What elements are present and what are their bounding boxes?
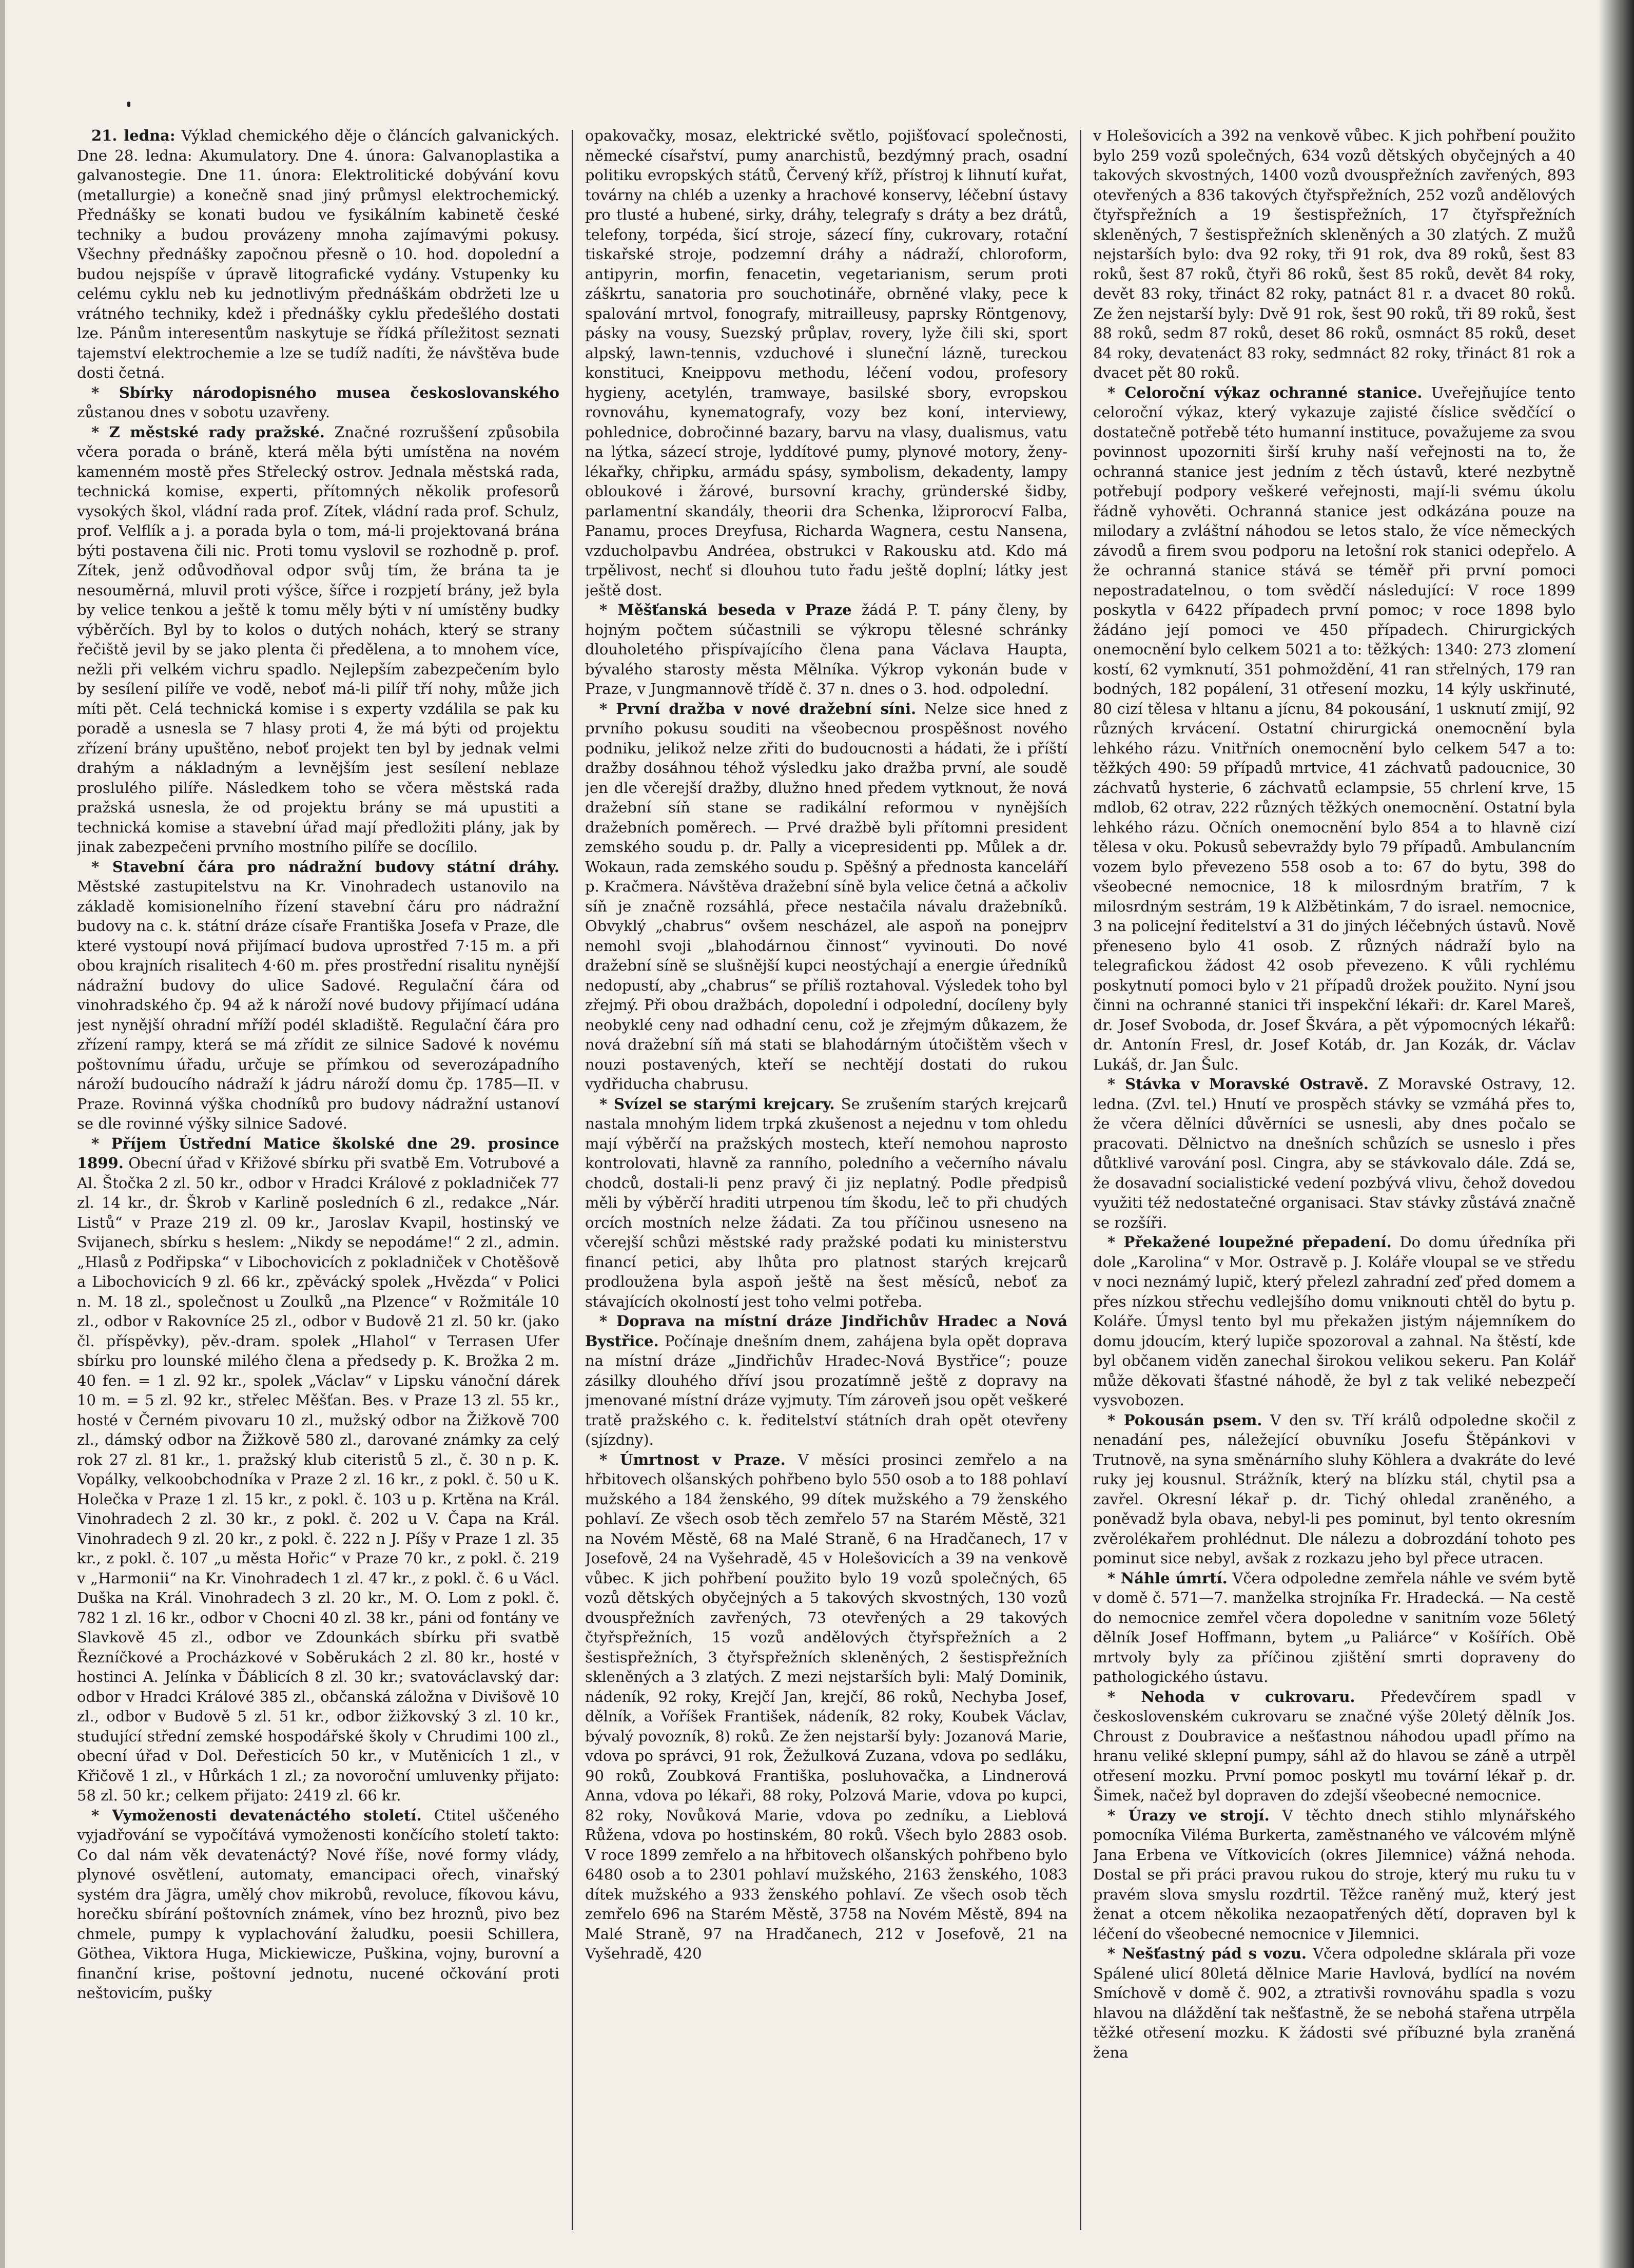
article-paragraph bbox=[585, 1094, 1067, 1312]
article-heading: * Překažené loupežné přepadení. bbox=[1107, 1233, 1392, 1251]
article-text: Předevčírem spadl v československém cukrovaru se značné výše 20letý dělník Jos. Chroust z Doubravice a nešťastnou náhodou upadl přímo na hranu veliké sklepní pumpy, sáhl až do hlavou se záně a utrpěl otřesení mozku. První pomoc poskytl mu tovární lékař p. dr. Šimek, načež byl dopraven do zdejší všeobecné nemocnice. bbox=[1093, 1688, 1575, 1804]
article-heading: 21. ledna: bbox=[91, 127, 176, 144]
scan-edge-shadow bbox=[1598, 0, 1634, 2268]
article-text: Včera odpoledne zemřela náhle ve svém bytě v domě č. 571—7. manželka strojníka Fr. Hradecká. — Na cestě do nemocnice zemřel včera dopoledne v sanitním voze 56letý dělník Josef Hoffmann, bytem „u Paliárce“ v Košířích. Obě mrtvoly byly za příčinou zjištění smrti dopraveny do pathologického ústavu. bbox=[1093, 1569, 1575, 1685]
column-divider-2 bbox=[1080, 130, 1081, 2230]
article-text: Uveřejňujíce tento celoroční výkaz, který vykazuje zajisté číslice svědčící o dostatečně potřebě této humanní instituce, považujeme za svou povinnost upozorniti širší kruhy naší veřejnosti na to, že ochranná stanice jest jedním z těch ústavů, které nezbytně potřebují podpory veškeré veřejnosti, mají-li svému úkolu řádně vyhověti. Ochranná stanice jest odkázána pouze na milodary a zvláštní náhodou se letos stalo, že více německých závodů a firem svou podporu na letošní rok stanici odepřelo. A že ochranná stanice stává se téměř při první pomoci nepostradatelnou, o tom svědčí následující: V roce 1899 poskytla v 6422 případech první pomoc; v roce 1898 bylo žádáno její pomoci ve 450 případech. Chirurgických onemocnění bylo celkem 5021 a to: těžkých: 1340: 273 zlomení kostí, 62 vymknutí, 351 pohmoždění, 41 ran střelných, 179 ran bodných, 182 popálení, 31 otřesení mozku, 14 kýly uskřinuté, 80 cizí tělesa v hltanu a jícnu, 84 pokousání, 1 usknutí zmijí, 92 různých krvácení. Ostatní chirurgická onemocnění byla lehkého rázu. Vnitřních onemocnění bylo celkem 547 a to: těžkých 490: 59 případů mrtvice, 41 záchvatů padoucnice, 30 záchvatů hysterie, 6 záchvatů eclampsie, 55 chrlení krve, 15 mdlob, 62 otrav, 222 různých těžkých onemocnění. Ostatní byla lehkého rázu. Očních onemocnění bylo 854 a to hlavně cizí tělesa v oku. Pokusů sebevraždy bylo 79 případů. Ambulancním vozem bylo převezeno 558 osob a to: 67 do bytu, 398 do všeobecné nemocnice, 18 k milosrdným bratřím, 7 k milosrdným sestrám, 19 k Alžbětinkám, 7 do israel. nemocnice, 3 na policejní ředitelství a 31 do jiných léčebných ústavů. Nově přeneseno bylo 41 osob. Z různých nádraží bylo na telegrafickou žádost 42 osob převezeno. K vůli rychlému poskytnutí pomoci bylo v 21 případů drožek použito. Nyní jsou činni na ochranné stanici tři inspekční lékaři: dr. Karel Mareš, dr. Josef Svoboda, dr. Josef Škvára, a pět výpomocných lékařů: dr. Antonín Fresl, dr. Josef Kotáb, dr. Jan Kozák, dr. Václav Lukáš, dr. Jan Šulc. bbox=[1093, 383, 1575, 1073]
article-text: opakovačky, mosaz, elektrické světlo, pojišťovací společnosti, německé císařství, pumy anarchistů, bezdýmný prach, osadní politiku evropských států, Červený kříž, přístroj k lihnutí kuřat, továrny na chléb a uzenky a hrachové konservy, léčební ústavy pro tlusté a hubené, sirky, dráhy, telegrafy s dráty a bez drátů, telefony, torpéda, šicí stroje, sázecí fíny, cukrovary, rotační tiskařské stroje, podzemní dráhy a nádraží, chloroform, antipyrin, morfin, fenacetin, vegetarianism, serum proti záškrtu, sanatoria pro souchotináře, obrněné vlaky, pece k spalování mrtvol, fonografy, mitrailleusy, paprsky Röntgenovy, pásky na vousy, Suezský průplav, rovery, lyže čili ski, sport alpský, lawn-tennis, vzduchové i sluneční lázně, tureckou konstituci, Kneippovu methodu, léčení vodou, profesory hygieny, acetylén, tramwaye, basilské sbory, evropskou rovnováhu, kynematografy, vozy bez koní, interviewy, pohlednice, dobročinné bazary, barvu na vlasy, dualismus, vatu na lýtka, sázecí stroje, lyddítové pumy, plynové motory, ženy-lékařky, chřipku, armádu spásy, symbolism, dekadenty, lampy obloukové i žárové, bursovní krachy, gründerské šidby, parlamentní skandály, theorii dra Schenka, lžiprorocví Falba, Panamu, proces Dreyfusa, Richarda Wagnera, cestu Nansena, vzducholpavbu Andréea, obstrukci v Rakousku atd. Kdo má trpělivost, nechť si dlouhou tuto řadu ještě doplní; látky jest ještě dost. bbox=[585, 127, 1067, 599]
article-text: Výklad chemického děje o článcích galvanických. Dne 28. ledna: Akumulatory. Dne 4. února: Galvanoplastika a galvanostegie. Dne 11. února: Elektrolitické dobývání kovu (metallurgie) a konečně snad jiný průmysl elektrochemický. Přednášky se konati budou ve fysikálním kabinetě české techniky a budou provázeny mnoha zajímavými pokusy. Všechny přednášky započnou přesně o 10. hod. dopolední a budou nejspíše v úpravě litografické vydány. Vstupenky ku celému cyklu neb ku jednotlivým přednáškám obdržeti lze u vrátného techniky, kdež i přednášky cyklu předešlého dostati lze. Pánům interesentům naskytuje se řídká příležitost seznati tajemství elektrochemie a lze se tudíž nadíti, že návštěva bude dosti četná. bbox=[77, 127, 559, 381]
article-text: V těchto dnech stihlo mlynářského pomocníka Viléma Burkerta, zaměstnaného ve válcovém mlýně Jana Erbena ve Vítkovicích (okres Jilemnice) vážná nehoda. Dostal se při práci pravou rukou do stroje, který mu ruku tu v pravém slova smyslu rozdrtil. Těžce raněný muž, který jest ženat a otcem několika nezaopatřených dětí, dopraven byl k léčení do všeobecné nemocnice v Jilemnici. bbox=[1093, 1806, 1575, 1943]
article-text: Nelze sice hned z prvního pokusu souditi na všeobecnou prospěšnost nového podniku, jelikož nelze zřiti do budoucnosti a hádati, že i příští dražby dosáhnou téhož výsledku jako dražba první, ale soudě jen dle včerejší dražby, dlužno hned předem vytknout, že nová dražební síň stane se radikální reformou v nynějších dražebních poměrech. — Prvé dražbě byli přítomni president zemského soudu p. dr. Pally a vicepresidenti pp. Můlek a dr. Wokaun, rada zemského soudu p. Spěšný a přednosta kanceláří p. Kračmera. Návštěva dražební síně byla velice četná a ačkoliv síň je značně rozsáhlá, přece nestačila návalu dražebníků. Obvyklý „chabrus“ ovšem nescházel, ale aspoň na ponejprv nemohl svoji „blahodárnou činnost“ vyvinouti. Do nové dražební síně se slušnější kupci neostýchají a energie úředníků nedopustí, aby „chabrus“ se příliš roztahoval. Výsledek toho byl zřejmý. Při obou dražbách, dopolední i odpolední, docíleny byly neobyklé ceny nad odhadní cenu, což je zřejmým důkazem, že nová dražební síň má stati se blahodárným útočištěm všech v nouzi postavených, kteří se nechtějí dostati do rukou vydřiducha chabrusu. bbox=[585, 700, 1067, 1093]
article-text: V měsíci prosinci zemřelo a na hřbitovech olšanských pohřbeno bylo 550 osob a to 188 pohlaví mužského a 184 ženského, 99 dítek mužského a 79 ženského pohlaví. Ze všech osob těch zemřelo 57 na Starém Městě, 321 na Novém Městě, 68 na Malé Straně, 6 na Hradčanech, 17 v Josefově, 24 na Vyšehradě, 45 v Holešovicích a 39 na venkově vůbec. K jich pohřbení použito bylo 19 vozů společných, 65 vozů dětských obyčejných a 5 takových skvostných, 130 vozů dvouspřežních zavřených, 73 otevřených a 29 takových čtyřspřežních, 15 vozů andělových čtyřspřežních a 2 šestispřežních, 3 čtyřspřežních skleněných, 2 šestispřežních skleněných a 3 zlatých. Z mezi nejstarších byli: Malý Dominik, nádeník, 92 roky, Krejčí Jan, krejčí, 86 roků, Nechyba Josef, dělník, a Voříšek František, nádeník, 82 roky, Koubek Václav, bývalý povozník, 8) roků. Ze žen nejstarší byly: Jozanová Marie, vdova po správci, 91 rok, Žežulková Zuzana, vdova po sedláku, 90 roků, Zoubková Františka, posluhovačka, a Lindnerová Anna, vdova po lékaři, 88 roky, Polzová Marie, vdova po kupci, 82 roky, Novůková Marie, vdova po zedníku, a Lieblová Růžena, vdova po hostinském, 80 roků. Všech bylo 2883 osob. V roce 1899 zemřelo a na hřbitovech olšanských pohřbeno bylo 6480 osob a to 2301 pohlaví mužského, 2163 ženského, 1083 dítek mužského a 933 ženského pohlaví. Ze všech osob těch zemřelo 696 na Starém Městě, 3758 na Novém Městě, 894 na Malé Straně, 97 na Hradčanech, 212 v Josefově, 21 na Vyšehradě, 420 bbox=[585, 1450, 1067, 1962]
article-text: Značné rozruššení způsobila včera porada o bráně, která měla býti umístěna na novém kamenném mostě přes Střelecký ostrov. Jednala městská rada, technická komise, experti, přítomných několik profesorů vysokých škol, vládní rada prof. Zítek, vládní rada prof. Schulz, prof. Velflík a j. a porada byla o tom, má-li projektovaná brána býti postavena čili nic. Proti tomu vyslovil se rozhodně p. prof. Zítek, jenž odůvodňoval odpor svůj tím, že brána ta je nesouměrná, mluvil proti výšce, šířce i rozpjetí brány, jež byla by velice tenkou a ještě k tomu měly býti v ní umístěny budky výběrčích. Byl by to kolos o dutých nohách, který se strany řečiště jevil by se jako plenta či předělena, a to mnohem více, nežli při velkém vichru spadlo. Nejlepším zabezpečením bylo by sesílení pilíře ve vodě, neboť má-li pilíř tří nohy, může jich míti pět. Celá technická komise i s experty vzdálila se pak ku poradě a usnesla se 7 hlasy proti 4, že má býti od projektu zřízení brány upuštěno, neboť projekt ten byl by jednak velmi drahým a nákladným a levnějším jest sesílení neblaze proslulého pilíře. Následkem toho se včera městská rada pražská usnesla, že od projektu brány se má upustiti a technická komise a stavební úřad mají předložiti plány, jak by jinak zabezpečeni prvního mostního pilíře se docílilo. bbox=[77, 423, 559, 856]
article-heading: * Příjem Ústřední Matice školské dne 29. prosince 1899. bbox=[77, 1134, 559, 1172]
article-text: Obecní úřad v Křižové sbírku při svatbě Em. Votrubové a Al. Štočka 2 zl. 50 kr., odbor v Hradci Králové z pokladniček 77 zl. 14 kr., dr. Škrob v Karlině posledních 6 zl., redakce „Nár. Listů“ v Praze 219 zl. 09 kr., Jaroslav Kvapil, hostinský ve Svijanech, sbírku s heslem: „Nikdy se nepodáme!“ 2 zl., admin. „Hlasů z Podřipska“ v Libochovicích z pokladniček v Chotěšově a Libochovicích 9 zl. 66 kr., zpěvácký spolek „Hvězda“ v Polici n. M. 18 zl., společnost u Zoulků „na Plzence“ v Rožmitále 10 zl., odbor v Rakovníce 25 zl., odbor v Budově 21 zl. 50 kr. (jako čl. příspěvky), pěv.-dram. spolek „Hlahol“ v Terrasen Ufer sbírku pro lounské milého člena a předsedy p. K. Brožka 2 m. 40 fen. = 1 zl. 92 kr., spolek „Václav“ v Lipsku vánoční dárek 10 m. = 5 zl. 92 kr., střelec Měšťan. Bes. v Praze 13 zl. 55 kr., hosté v Černém pivovaru 10 zl., mužský odbor na Žižkově 700 zl., dámský odbor na Žižkově 580 zl., darované známky za celý rok 27 zl. 81 kr., 1. pražský klub citeristů 5 zl., č. 30 n p. K. Vopálky, velkoobchodníka v Praze 2 zl. 16 kr., z pokl. č. 50 u K. Holečka v Praze 1 zl. 15 kr., z pokl. č. 103 u p. Krtěna na Král. Vinohradech 2 zl. 30 kr., z pokl. č. 202 u V. Čapa na Král. Vinohradech 9 zl. 20 kr., z pokl. č. 222 n J. Píšy v Praze 1 zl. 35 kr., z pokl. č. 107 „u města Hořic“ v Praze 70 kr., z pokl. č. 219 v „Harmonii“ na Kr. Vinohradech 1 zl. 47 kr., z pokl. č. 6 u Václ. Duška na Král. Vinohradech 3 zl. 20 kr., M. O. Lom z pokl. č. 782 1 zl. 16 kr., odbor v Chocni 40 zl. 38 kr., páni od fontány ve Slavkově 45 zl., odbor ve Zdounkách sbírku při svatbě Řezníčkové a Procházkové v Soběrukách 2 zl. 80 kr., hosté v hostinci A. Jelínka v Ďáblicích 8 zl. 30 kr.; svatováclavský dar: odbor v Hradci Králové 385 zl., občanská záložna v Divišově 10 zl., odbor v Budově 5 zl. 51 kr., odbor žižkovský 3 zl. 10 kr., studující střední zemské hospodářské školy v Chrudimi 100 zl., obecní úřad v Dol. Deřesticích 50 kr., v Mutěnicích 1 zl., v Křičově 1 zl., v Hůrkách 1 zl.; za novoroční umluvenky přijato: 58 zl. 50 kr.; celkem přijato: 2419 zl. 66 kr. bbox=[77, 1154, 559, 1804]
column-3 bbox=[1093, 126, 1575, 2230]
article-text: Městské zastupitelstvu na Kr. Vinohradech ustanovilo na základě komisionelního řízení stavební čáru pro nádražní budovy na c. k. státní dráze císaře Františka Josefa v Praze, dle které vystoupí nová přijímací budova uprostřed 7·15 m. a při obou krajních risalitech 4·60 m. přes prostřední risalitu nynější nádražní budovy do ulice Sadové. Regulační čára od vinohradského čp. 94 až k nároží nové budovy přijímací udána jest nynější ohradní mříží podél skladiště. Regulační čára pro zřízení rampy, která se má zřídit ze silnice Sadové k novému poštovnímu úřadu, určuje se přímkou od severozápadního nároží budoucího nádraží k jádru nároží domu čp. 1785—II. v Praze. Rovinná výška chodníků pro budovy nádražní ustanoví se dle rovinné výšky silnice Sadové. bbox=[77, 878, 559, 1132]
article-paragraph bbox=[1093, 383, 1575, 1075]
article-paragraph bbox=[77, 422, 559, 857]
article-heading: * Nešťastný pád s vozu. bbox=[1107, 1945, 1307, 1962]
article-paragraph bbox=[1093, 1410, 1575, 1568]
article-text: v Holešovicích a 392 na venkově vůbec. K jich pohřbení použito bylo 259 vozů společných, 634 vozů dětských obyčejných a 40 takových skvostných, 1400 vozů dvouspřežních zavřených, 893 otevřených a 836 takových čtyřspřežních, 252 vozů andělových čtyřspřežních a 19 šestispřežních, 17 čtyřspřežních skleněných, 7 šestispřežních skleněných a 30 zlatých. Z mužů nejstarších bylo: dva 92 roky, tři 91 rok, dva 89 roků, šest 83 roků, šest 87 roků, čtyři 86 roků, šest 85 roků, devět 84 roky, devět 83 roky, třináct 82 roky, patnáct 81 r. a dvacet 80 roků. Ze žen nejstarší byly: Dvě 91 rok, šest 90 roků, tři 89 roků, šest 88 roků, sedm 87 roků, deset 86 roků, osmnáct 85 roků, deset 84 roky, devatenáct 83 roky, sedmnáct 82 roky, třináct 81 rok a dvacet pět 80 roků. bbox=[1093, 127, 1575, 381]
article-text: V den sv. Tří králů odpoledne skočil z nenadání pes, náležející obuvníku Josefu Štěpánkovi v Trutnově, na syna směnárního sluhy Köhlera a dvakráte do levé ruky jej kousnul. Strážník, který na blízku stál, chytil psa a zavřel. Okresní lékař p. dr. Tichý ohledal zraněného, a poněvadž byla obava, nebyl-li pes pominut, byl tento okresním zvěrolékařem prohlédnut. Dle nálezu a dobrozdání tohoto pes pominut sice nebyl, avšak z rozkazu jeho byl přece utracen. bbox=[1093, 1411, 1575, 1567]
column-2 bbox=[585, 126, 1067, 2230]
column-divider-1 bbox=[572, 130, 573, 2230]
article-paragraph bbox=[585, 1311, 1067, 1450]
article-paragraph bbox=[77, 126, 559, 383]
article-paragraph bbox=[1093, 1074, 1575, 1232]
article-heading: * Nehoda v cukrovaru. bbox=[1107, 1688, 1355, 1705]
article-paragraph bbox=[1093, 1687, 1575, 1806]
article-paragraph bbox=[1093, 1232, 1575, 1410]
ink-mark bbox=[127, 102, 130, 107]
article-text: zůstanou dnes v sobotu uzavřeny. bbox=[77, 403, 330, 421]
article-heading: * Měšťanská beseda v Praze bbox=[599, 601, 852, 618]
article-heading: * Z městské rady pražské. bbox=[91, 423, 325, 441]
article-paragraph bbox=[585, 1450, 1067, 1964]
article-heading: * Pokousán psem. bbox=[1107, 1411, 1262, 1429]
article-paragraph bbox=[77, 383, 559, 422]
column-1 bbox=[77, 126, 559, 2230]
newspaper-page bbox=[77, 126, 1578, 2230]
article-heading: * Sbírky národopisného musea českoslovanského bbox=[91, 383, 559, 401]
article-paragraph bbox=[1093, 1806, 1575, 1944]
article-heading: * Úmrtnost v Praze. bbox=[599, 1450, 786, 1468]
article-heading: * Úrazy ve strojí. bbox=[1107, 1806, 1270, 1824]
article-paragraph bbox=[585, 699, 1067, 1094]
article-heading: * První dražba v nové dražební síni. bbox=[599, 700, 917, 718]
article-heading: * Svízel se starými krejcary. bbox=[599, 1095, 835, 1113]
article-text: žádá P. T. pány členy, by hojným počtem súčastnili se výkropu tělesné schránky dlouholetého přispívajícího člena pana Václava Haupta, bývalého starosty města Mělníka. Výkrop vykonán bude v Praze, v Jungmannově třídě č. 37 n. dnes o 3. hod. odpolední. bbox=[585, 601, 1067, 697]
article-text: Do domu úředníka při dole „Karolina“ v Mor. Ostravě p. J. Koláře vloupal se ve středu v noci neznámý lupič, který přelezl zahradní zeď před domem a přes nízkou střechu vedlejšího domu vniknouti chtěl do bytu p. Koláře. Úmysl tento byl mu překažen jistým nájemníkem do domu jdoucím, který lupiče spozoroval a zahnal. Na štěstí, kde byl občanem viděn zanechal širokou velikou sekeru. Pan Kolář může děkovati šťastné náhodě, že byl z tak veliké nebezpečí vysvobozen. bbox=[1093, 1233, 1575, 1409]
article-heading: * Stávka v Moravské Ostravě. bbox=[1107, 1075, 1369, 1093]
article-heading: * Celoroční výkaz ochranné stanice. bbox=[1107, 383, 1423, 401]
article-paragraph bbox=[585, 126, 1067, 600]
article-paragraph bbox=[585, 600, 1067, 699]
article-paragraph bbox=[77, 857, 559, 1134]
article-text: Se zrušením starých krejcarů nastala mnohým lidem trpká zkušenost a nejednu v tom ohledu mají výběrčí na pražských mostech, kteří nemohou naprosto kontrolovati, hlavně za ranního, poledního a večerního návalu chodců, dostali-li penz pravý či jiz neplatný. Podle předpisů měli by výběrčí hraditi utrpenou tím škodu, leč to při chudých orcích mostních nelze žádati. Za tou příčinou usneseno na včerejší schůzi městské rady pražské podati ku ministerstvu financí petici, aby lhůta pro platnost starých krejcarů prodloužena byla aspoň ještě na šest měsíců, neboť za stávajících okolností jest toho velmi potřeba. bbox=[585, 1095, 1067, 1310]
article-paragraph bbox=[77, 1806, 559, 2003]
article-text: Z Moravské Ostravy, 12. ledna. (Zvl. tel.) Hnutí ve prospěch stávky se vzmáhá přes to, že včera dělníci důvěrníci se usnesli, aby dnes počalo se pracovati. Dělnictvo na dnešních schůzích se usneslo i přes důtklivé varování posl. Cingra, aby se stávkovalo dále. Zdá se, že dosavadní socialistické vedení pozbývá vlivu, čehož dovedou využiti též nedostatečné organisaci. Stav stávky zůstává značně se rozšíři. bbox=[1093, 1075, 1575, 1231]
article-heading: * Stavební čára pro nádražní budovy státní dráhy. bbox=[91, 858, 559, 876]
article-text: Ctitel uščeného vyjadřování se vypočítává vymoženosti končícího století takto: Co dal nám věk devatenáctý? Nové říše, nové formy vlády, plynové osvětlení, automaty, emancipaci ořech, vinařský systém dra Jägra, umělý chov mikrobů, revoluce, fíkovou kávu, horečku sbírání poštovních známek, víno bez hroznů, pivo bez chmele, pumpy k vyplachování žaludku, poesii Schillera, Göthea, Viktora Huga, Mickiewicze, Puškina, vojny, burovní a finanční krise, poštovní jednotu, nucené očkování proti neštovicím, pušky bbox=[77, 1806, 559, 2002]
article-text: Včera odpoledne sklárala při voze Spálené ulicí 80letá dělnice Marie Havlová, bydlící na novém Smíchově v domě č. 902, a ztrativši rovnováhu spadla s vozu hlavou na dláždění tak nešťastně, že se nebohá stařena utrpěla těžké otřesení mozku. K žádosti své příbuzné byla zraněná žena bbox=[1093, 1945, 1575, 2061]
page-left-edge bbox=[0, 0, 5, 2268]
article-paragraph bbox=[1093, 1944, 1575, 2062]
article-heading: * Vymoženosti devatenáctého století. bbox=[91, 1806, 422, 1824]
article-paragraph bbox=[1093, 126, 1575, 383]
article-paragraph bbox=[77, 1134, 559, 1806]
article-paragraph bbox=[1093, 1568, 1575, 1687]
article-text: Počínaje dnešním dnem, zahájena byla opět doprava na místní dráze „Jindřichův Hradec-Nová Bystřice“; pouze zásilky dlouhého dříví jsou prozatímně ještě z dopravy na jmenované místní dráze vyjmuty. Tím zároveň jsou opět veškeré tratě pražského c. k. ředitelství státních drah opět otevřeny (sjízdny). bbox=[585, 1332, 1067, 1448]
article-heading: * Doprava na místní dráze Jindřichův Hradec a Nová Bystřice. bbox=[585, 1312, 1067, 1350]
article-heading: * Náhle úmrtí. bbox=[1107, 1569, 1228, 1587]
